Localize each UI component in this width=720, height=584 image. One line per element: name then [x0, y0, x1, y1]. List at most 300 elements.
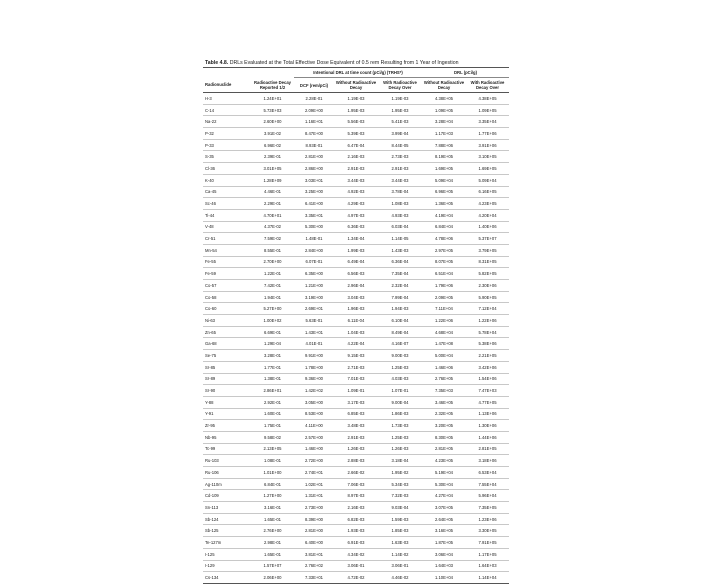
- value-cell: 2.30E+06: [466, 280, 509, 292]
- column-header: Without Radioactive Decay: [334, 78, 378, 93]
- value-cell: 4.92E-03: [334, 186, 378, 198]
- value-cell: 5.37E+07: [466, 233, 509, 245]
- table-row: [203, 525, 509, 537]
- value-cell: 3.05E+00: [294, 396, 334, 408]
- value-cell: 3.79E+05: [466, 244, 509, 256]
- table-body: [203, 93, 509, 584]
- radionuclide-cell: K-40: [203, 174, 251, 186]
- radionuclide-cell: Sc-46: [203, 198, 251, 210]
- table-row: [203, 256, 509, 268]
- value-cell: 2.91E-03: [334, 163, 378, 175]
- value-cell: 1.21E+00: [294, 280, 334, 292]
- value-cell: 1.00E+02: [251, 315, 294, 327]
- value-cell: 6.16E+05: [466, 186, 509, 198]
- radionuclide-cell: Se-75: [203, 350, 251, 362]
- value-cell: 6.07E-01: [294, 256, 334, 268]
- value-cell: 2.57E+00: [294, 431, 334, 443]
- value-cell: 3.16E-01: [251, 502, 294, 514]
- radionuclide-cell: P-32: [203, 128, 251, 140]
- value-cell: 8.55E-01: [251, 244, 294, 256]
- radionuclide-cell: Ag-110m: [203, 478, 251, 490]
- value-cell: 4.23E+05: [422, 455, 466, 467]
- radionuclide-cell: Sb-125: [203, 525, 251, 537]
- value-cell: 4.93E-03: [378, 209, 422, 221]
- value-cell: 1.07E-01: [378, 385, 422, 397]
- value-cell: 5.34E-03: [378, 478, 422, 490]
- table-row: [203, 209, 509, 221]
- value-cell: 1.46E+00: [294, 443, 334, 455]
- table-row: [203, 174, 509, 186]
- value-cell: 4.46E-02: [378, 572, 422, 584]
- value-cell: 9.58E-02: [251, 431, 294, 443]
- value-cell: 3.46E+05: [422, 396, 466, 408]
- column-header: Without Radioactive Decay: [422, 78, 466, 93]
- value-cell: 5.27E+00: [251, 303, 294, 315]
- value-cell: 1.47E+08: [422, 338, 466, 350]
- value-cell: 1.24E+01: [251, 93, 294, 105]
- value-cell: 4.29E-03: [334, 198, 378, 210]
- value-cell: 4.27E+04: [422, 490, 466, 502]
- value-cell: 6.49E-04: [334, 256, 378, 268]
- column-header: Radioactive Decay Reported 1/2: [251, 78, 294, 93]
- table-row: [203, 221, 509, 233]
- document-page: [203, 60, 509, 581]
- value-cell: 1.85E-03: [378, 525, 422, 537]
- value-cell: 6.85E-03: [334, 408, 378, 420]
- value-cell: 2.09E+00: [294, 104, 334, 116]
- value-cell: 6.96E+05: [422, 186, 466, 198]
- radionuclide-cell: Sb-124: [203, 513, 251, 525]
- value-cell: 1.17E+05: [466, 548, 509, 560]
- column-header: DCF (rem/pCi): [294, 78, 334, 93]
- table-row: [203, 151, 509, 163]
- value-cell: 2.74E+01: [294, 467, 334, 479]
- value-cell: 2.81E+05: [422, 443, 466, 455]
- table-row: [203, 408, 509, 420]
- value-cell: 1.78E+00: [294, 361, 334, 373]
- value-cell: 3.06E-01: [378, 560, 422, 572]
- value-cell: 4.03E-03: [378, 373, 422, 385]
- table-row: [203, 116, 509, 128]
- value-cell: 2.32E+05: [422, 408, 466, 420]
- value-cell: 2.28E-01: [294, 93, 334, 105]
- radionuclide-cell: Y-88: [203, 396, 251, 408]
- table-row: [203, 104, 509, 116]
- value-cell: 7.88E+06: [422, 139, 466, 151]
- value-cell: 6.69E-01: [251, 326, 294, 338]
- value-cell: 1.77E+06: [466, 128, 509, 140]
- value-cell: 1.22E+06: [422, 315, 466, 327]
- value-cell: 1.43E-03: [378, 244, 422, 256]
- value-cell: 6.36E-04: [378, 256, 422, 268]
- value-cell: 2.81E+00: [294, 151, 334, 163]
- radionuclide-cell: Ca-45: [203, 186, 251, 198]
- value-cell: 1.13E+06: [466, 408, 509, 420]
- value-cell: 5.82E+05: [466, 268, 509, 280]
- value-cell: 1.01E+00: [251, 467, 294, 479]
- value-cell: 4.37E-02: [251, 221, 294, 233]
- radionuclide-cell: Te-127m: [203, 537, 251, 549]
- value-cell: 1.69E+05: [466, 163, 509, 175]
- value-cell: 8.07E+05: [422, 256, 466, 268]
- value-cell: 1.02E+01: [294, 478, 334, 490]
- value-cell: 2.91E-03: [334, 431, 378, 443]
- value-cell: 7.11E+04: [422, 303, 466, 315]
- radionuclide-cell: Nb-95: [203, 431, 251, 443]
- value-cell: 3.03E+01: [294, 174, 334, 186]
- value-cell: 2.72E+00: [294, 455, 334, 467]
- table-row: [203, 233, 509, 245]
- value-cell: 2.66E-02: [334, 467, 378, 479]
- radionuclide-cell: Fe-59: [203, 268, 251, 280]
- value-cell: 6.47E-04: [334, 139, 378, 151]
- value-cell: 1.44E+06: [466, 431, 509, 443]
- value-cell: 1.04E-03: [334, 326, 378, 338]
- value-cell: 1.94E-03: [378, 303, 422, 315]
- value-cell: 1.22E-01: [251, 268, 294, 280]
- radionuclide-cell: H-3: [203, 93, 251, 105]
- value-cell: 1.43E+01: [294, 326, 334, 338]
- radionuclide-cell: Ru-103: [203, 455, 251, 467]
- value-cell: 4.16E-07: [378, 338, 422, 350]
- value-cell: 2.98E-01: [251, 537, 294, 549]
- value-cell: 1.17E+03: [422, 128, 466, 140]
- value-cell: 7.42E-01: [251, 280, 294, 292]
- radionuclide-cell: Sn-113: [203, 502, 251, 514]
- value-cell: 1.14E+04: [466, 572, 509, 584]
- table-number: Table 4.8.: [205, 60, 229, 66]
- table-row: [203, 128, 509, 140]
- table-row: [203, 455, 509, 467]
- value-cell: 1.57E+07: [251, 560, 294, 572]
- value-cell: 6.51E+04: [422, 268, 466, 280]
- table-row: [203, 467, 509, 479]
- value-cell: 2.69E+01: [294, 303, 334, 315]
- value-cell: 6.84E+04: [422, 221, 466, 233]
- table-row: [203, 572, 509, 584]
- value-cell: 4.38E+05: [422, 93, 466, 105]
- table-row: [203, 198, 509, 210]
- value-cell: 3.25E+00: [294, 186, 334, 198]
- table-row: [203, 338, 509, 350]
- table-title: DRLs Evaluated at the Total Effective Dose Equivalent of 0.5 rem Resulting from 1 Year of Ingestion: [229, 60, 459, 66]
- value-cell: 8.97E-03: [334, 490, 378, 502]
- value-cell: 7.12E+04: [466, 303, 509, 315]
- value-cell: 1.19E-03: [378, 93, 422, 105]
- table-row: [203, 280, 509, 292]
- table-row: [203, 502, 509, 514]
- value-cell: 1.54E+06: [466, 373, 509, 385]
- value-cell: 7.91E+05: [466, 537, 509, 549]
- value-cell: 3.01E+05: [251, 163, 294, 175]
- value-cell: 2.73E+00: [294, 502, 334, 514]
- value-cell: 4.46E-01: [251, 186, 294, 198]
- value-cell: 3.30E+05: [466, 525, 509, 537]
- value-cell: 3.78E-04: [378, 186, 422, 198]
- value-cell: 1.64E+03: [422, 560, 466, 572]
- value-cell: 1.48E-01: [294, 233, 334, 245]
- value-cell: 2.81E+00: [294, 525, 334, 537]
- value-cell: 4.20E+04: [466, 209, 509, 221]
- radionuclide-cell: C-14: [203, 104, 251, 116]
- value-cell: 5.09E+04: [466, 174, 509, 186]
- value-cell: 8.93E-01: [294, 139, 334, 151]
- value-cell: 5.56E-03: [334, 116, 378, 128]
- value-cell: 6.82E-03: [334, 513, 378, 525]
- value-cell: 5.78E+04: [466, 326, 509, 338]
- table-caption: [205, 60, 509, 67]
- value-cell: 1.65E-01: [251, 513, 294, 525]
- value-cell: 7.35E+03: [422, 385, 466, 397]
- table-row: [203, 315, 509, 327]
- value-cell: 3.35E+01: [294, 209, 334, 221]
- value-cell: 4.22E-04: [334, 338, 378, 350]
- value-cell: 5.41E-03: [378, 116, 422, 128]
- radionuclide-cell: S-35: [203, 151, 251, 163]
- value-cell: 7.35E+05: [466, 502, 509, 514]
- column-header-row: [203, 78, 509, 93]
- column-header: With Radioactive Decay Over: [378, 78, 422, 93]
- value-cell: 1.42E+02: [294, 385, 334, 397]
- value-cell: 2.21E+05: [466, 350, 509, 362]
- value-cell: 1.69E+05: [422, 163, 466, 175]
- value-cell: 6.03E-04: [378, 221, 422, 233]
- value-cell: 4.72E-02: [334, 572, 378, 584]
- value-cell: 3.42E+06: [466, 361, 509, 373]
- radionuclide-cell: V-48: [203, 221, 251, 233]
- value-cell: 2.76E+02: [294, 560, 334, 572]
- value-cell: 5.38E+06: [466, 338, 509, 350]
- value-cell: 1.25E-03: [378, 361, 422, 373]
- radionuclide-cell: Co-58: [203, 291, 251, 303]
- value-cell: 3.06E-01: [334, 560, 378, 572]
- table-row: [203, 186, 509, 198]
- value-cell: 1.95E-03: [378, 104, 422, 116]
- value-cell: 1.36E+05: [422, 198, 466, 210]
- value-cell: 1.09E+05: [422, 104, 466, 116]
- value-cell: 5.39E-03: [334, 128, 378, 140]
- value-cell: 2.06E+00: [251, 572, 294, 584]
- radionuclide-cell: P-33: [203, 139, 251, 151]
- table-row: [203, 548, 509, 560]
- value-cell: 6.96E-02: [251, 139, 294, 151]
- value-cell: 5.30E+04: [422, 478, 466, 490]
- value-cell: 8.44E-05: [378, 139, 422, 151]
- value-cell: 3.20E+05: [422, 420, 466, 432]
- table-row: [203, 303, 509, 315]
- value-cell: 3.28E-01: [251, 350, 294, 362]
- value-cell: 4.11E+00: [294, 420, 334, 432]
- value-cell: 3.19E+00: [294, 291, 334, 303]
- table-row: [203, 163, 509, 175]
- radionuclide-cell: Fe-55: [203, 256, 251, 268]
- value-cell: 2.73E-03: [378, 151, 422, 163]
- value-cell: 1.09E-01: [334, 385, 378, 397]
- value-cell: 2.16E-03: [334, 502, 378, 514]
- table-row: [203, 268, 509, 280]
- value-cell: 4.70E+01: [251, 209, 294, 221]
- value-cell: 1.93E-03: [334, 525, 378, 537]
- value-cell: 3.28E+04: [422, 116, 466, 128]
- value-cell: 3.91E+06: [466, 139, 509, 151]
- radionuclide-cell: Mn-54: [203, 244, 251, 256]
- value-cell: 6.53E+04: [466, 467, 509, 479]
- value-cell: 1.14E-05: [378, 233, 422, 245]
- value-cell: 6.84E-01: [251, 478, 294, 490]
- value-cell: 5.19E+04: [422, 467, 466, 479]
- value-cell: 6.10E-04: [378, 315, 422, 327]
- value-cell: 2.86E+00: [294, 163, 334, 175]
- value-cell: 1.14E-02: [378, 548, 422, 560]
- value-cell: 5.90E+05: [466, 291, 509, 303]
- table-row: [203, 361, 509, 373]
- table-row: [203, 326, 509, 338]
- drl-table: [203, 67, 509, 584]
- value-cell: 1.25E-03: [378, 431, 422, 443]
- value-cell: 7.33E+01: [294, 572, 334, 584]
- value-cell: 1.22E+06: [466, 315, 509, 327]
- value-cell: 1.77E-01: [251, 361, 294, 373]
- radionuclide-cell: Co-57: [203, 280, 251, 292]
- table-row: [203, 93, 509, 105]
- table-row: [203, 443, 509, 455]
- value-cell: 5.09E+04: [422, 174, 466, 186]
- radionuclide-cell: Zn-65: [203, 326, 251, 338]
- radionuclide-cell: Zr-95: [203, 420, 251, 432]
- value-cell: 1.26E-03: [334, 443, 378, 455]
- value-cell: 3.07E+05: [422, 502, 466, 514]
- value-cell: 3.44E-03: [378, 174, 422, 186]
- value-cell: 1.95E-02: [378, 467, 422, 479]
- value-cell: 1.75E-01: [251, 420, 294, 432]
- value-cell: 3.18E-04: [378, 455, 422, 467]
- value-cell: 4.38E+05: [466, 93, 509, 105]
- value-cell: 8.49E-04: [378, 326, 422, 338]
- table-row: [203, 291, 509, 303]
- value-cell: 2.92E-01: [251, 396, 294, 408]
- column-header: Radionuclide: [203, 78, 251, 93]
- value-cell: 8.53E+00: [294, 408, 334, 420]
- value-cell: 1.31E+01: [294, 490, 334, 502]
- value-cell: 3.91E-02: [251, 128, 294, 140]
- table-row: [203, 420, 509, 432]
- value-cell: 1.38E-01: [251, 373, 294, 385]
- radionuclide-cell: Sr-85: [203, 361, 251, 373]
- value-cell: 1.27E+00: [251, 490, 294, 502]
- value-cell: 1.79E+06: [422, 280, 466, 292]
- value-cell: 4.77E+05: [466, 396, 509, 408]
- radionuclide-cell: I-129: [203, 560, 251, 572]
- value-cell: 1.10E+04: [422, 572, 466, 584]
- value-cell: 2.29E-01: [251, 198, 294, 210]
- value-cell: 6.36E-03: [334, 221, 378, 233]
- value-cell: 2.09E+05: [422, 291, 466, 303]
- value-cell: 1.86E-03: [378, 408, 422, 420]
- value-cell: 2.81E+05: [466, 443, 509, 455]
- table-row: [203, 373, 509, 385]
- value-cell: 6.11E-04: [334, 315, 378, 327]
- value-cell: 3.48E-03: [334, 420, 378, 432]
- value-cell: 6.41E+00: [294, 198, 334, 210]
- value-cell: 8.39E+00: [294, 513, 334, 525]
- value-cell: 4.78E+06: [422, 233, 466, 245]
- value-cell: 7.01E-03: [334, 373, 378, 385]
- table-row: [203, 431, 509, 443]
- value-cell: 6.35E+00: [294, 268, 334, 280]
- value-cell: 7.32E-03: [378, 490, 422, 502]
- table-row: [203, 560, 509, 572]
- value-cell: 1.34E-04: [334, 233, 378, 245]
- value-cell: 2.96E-04: [334, 280, 378, 292]
- value-cell: 7.59E-02: [251, 233, 294, 245]
- value-cell: 9.00E-03: [378, 350, 422, 362]
- value-cell: 3.06E+04: [422, 548, 466, 560]
- value-cell: 7.47E+03: [466, 385, 509, 397]
- value-cell: 8.30E+05: [422, 431, 466, 443]
- value-cell: 1.94E-01: [251, 291, 294, 303]
- value-cell: 1.65E-01: [251, 548, 294, 560]
- value-cell: 3.81E+01: [294, 548, 334, 560]
- table-row: [203, 244, 509, 256]
- value-cell: 8.19E+05: [422, 151, 466, 163]
- radionuclide-cell: Cr-51: [203, 233, 251, 245]
- value-cell: 9.15E-03: [334, 350, 378, 362]
- value-cell: 1.09E+05: [466, 104, 509, 116]
- value-cell: 2.84E+00: [294, 244, 334, 256]
- value-cell: 2.88E-03: [334, 455, 378, 467]
- table-row: [203, 478, 509, 490]
- radionuclide-cell: Co-60: [203, 303, 251, 315]
- value-cell: 3.35E+04: [466, 116, 509, 128]
- value-cell: 4.23E+05: [466, 198, 509, 210]
- value-cell: 5.00E+04: [422, 350, 466, 362]
- value-cell: 2.91E-03: [378, 163, 422, 175]
- value-cell: 5.73E+03: [251, 104, 294, 116]
- value-cell: 1.19E-03: [334, 93, 378, 105]
- radionuclide-cell: Sr-90: [203, 385, 251, 397]
- value-cell: 4.01E-01: [294, 338, 334, 350]
- radionuclide-cell: Ni-63: [203, 315, 251, 327]
- radionuclide-cell: Cs-134: [203, 572, 251, 584]
- value-cell: 2.71E-03: [334, 361, 378, 373]
- value-cell: 1.87E+05: [422, 537, 466, 549]
- table-row: [203, 396, 509, 408]
- value-cell: 3.18E+06: [466, 455, 509, 467]
- radionuclide-cell: I-125: [203, 548, 251, 560]
- value-cell: 1.96E-03: [334, 303, 378, 315]
- value-cell: 2.86E+01: [251, 385, 294, 397]
- value-cell: 1.73E-03: [378, 420, 422, 432]
- value-cell: 9.03E-04: [378, 502, 422, 514]
- radionuclide-cell: Y-91: [203, 408, 251, 420]
- radionuclide-cell: Sr-89: [203, 373, 251, 385]
- value-cell: 1.16E+01: [294, 116, 334, 128]
- value-cell: 2.16E-03: [334, 151, 378, 163]
- radionuclide-cell: Cd-109: [203, 490, 251, 502]
- group-header-right: DRL (pCi/g): [422, 68, 509, 78]
- table-row: [203, 537, 509, 549]
- value-cell: 7.55E+04: [466, 478, 509, 490]
- value-cell: 5.96E+04: [466, 490, 509, 502]
- value-cell: 1.63E-03: [378, 537, 422, 549]
- value-cell: 2.76E+00: [251, 525, 294, 537]
- value-cell: 2.70E+00: [251, 256, 294, 268]
- value-cell: 1.08E-03: [378, 198, 422, 210]
- value-cell: 7.06E-03: [334, 478, 378, 490]
- value-cell: 1.99E-03: [334, 244, 378, 256]
- group-header-left: Intentional DRL at time count (pCi/g) (TRHS*): [294, 68, 422, 78]
- value-cell: 1.29E-04: [251, 338, 294, 350]
